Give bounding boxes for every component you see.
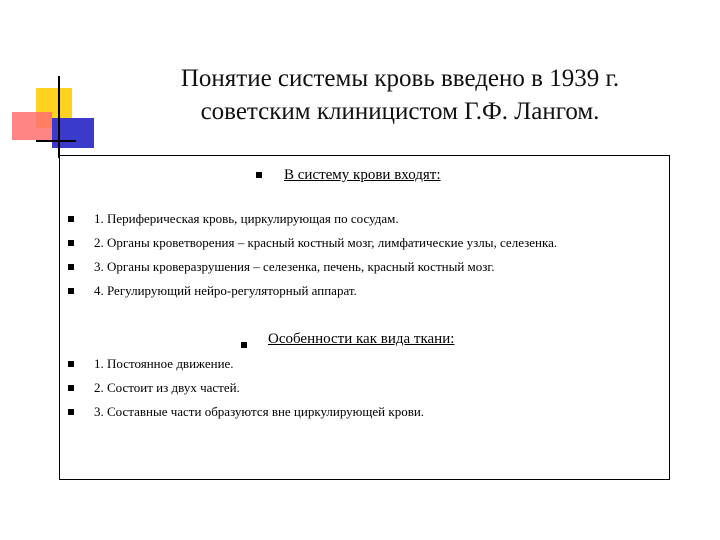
title-line-1: Понятие системы кровь введено в 1939 г. bbox=[180, 65, 620, 92]
section2-item-1: 1. Постоянное движение. bbox=[94, 356, 234, 371]
bullet-icon bbox=[68, 361, 74, 367]
section2-item-2: 2. Состоит из двух частей. bbox=[94, 380, 240, 395]
decor-vertical-line bbox=[58, 76, 60, 158]
decor-red-square bbox=[12, 112, 52, 140]
bullet-icon bbox=[68, 385, 74, 391]
bullet-icon bbox=[68, 264, 74, 270]
bullet-icon bbox=[241, 342, 247, 348]
bullet-icon bbox=[68, 216, 74, 222]
bullet-icon bbox=[256, 172, 262, 178]
title-line-2: советским клиницистом Г.Ф. Лангом. bbox=[200, 98, 600, 125]
section1-item-4: 4. Регулирующий нейро-регуляторный аппарат. bbox=[94, 283, 357, 298]
section1-item-1: 1. Периферическая кровь, циркулирующая по сосудам. bbox=[94, 211, 399, 226]
section1-item-2: 2. Органы кроветворения – красный костный мозг, лимфатические узлы, селезенка. bbox=[94, 235, 558, 250]
section2-item-3: 3. Составные части образуются вне циркулирующей крови. bbox=[94, 404, 425, 419]
section1-heading: В систему крови входят: bbox=[284, 167, 441, 183]
slide-title bbox=[130, 62, 670, 128]
decor-horizontal-line bbox=[36, 140, 76, 142]
bullet-icon bbox=[68, 409, 74, 415]
content-frame bbox=[59, 155, 670, 480]
section1-item-3: 3. Органы кроверазрушения – селезенка, печень, красный костный мозг. bbox=[94, 259, 495, 274]
bullet-icon bbox=[68, 288, 74, 294]
section2-heading: Особенности как вида ткани: bbox=[268, 331, 455, 347]
bullet-icon bbox=[68, 240, 74, 246]
